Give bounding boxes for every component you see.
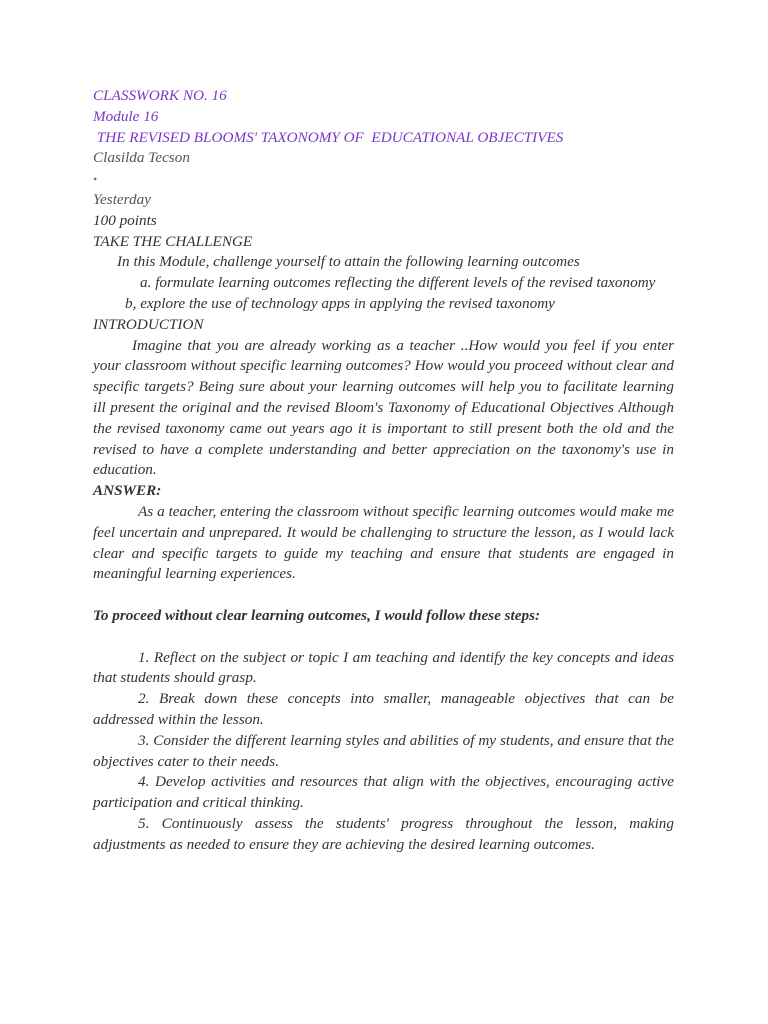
step-item: 1. Reflect on the subject or topic I am teaching and identify the key concepts and ideas that students should grasp. — [93, 648, 674, 687]
bullet-separator: • — [93, 172, 98, 187]
challenge-item-b: b, explore the use of technology apps in applying the revised taxonomy — [125, 294, 555, 312]
answer-paragraph: As a teacher, entering the classroom without specific learning outcomes would make me feel uncertain and unprepared. It would be challenging to structure the lesson, as I would lack clear and specific targets to guide my teaching and ensure that students are engaged in meaningful learning experiences. — [93, 502, 674, 583]
step-item: 5. Continuously assess the students' progress throughout the lesson, making adjustments as needed to ensure they are achieving the desired learning outcomes. — [93, 814, 674, 853]
step-item: 4. Develop activities and resources that align with the objectives, encouraging active participation and critical thinking. — [93, 773, 674, 812]
module-label: Module 16 — [93, 107, 159, 125]
introduction-heading: INTRODUCTION — [93, 315, 204, 333]
challenge-item-a: a. formulate learning outcomes reflecting the different levels of the revised taxonomy — [140, 274, 656, 292]
spacer — [93, 627, 674, 648]
post-date: Yesterday — [93, 190, 151, 208]
step-item: 2. Break down these concepts into smaller, manageable objectives that can be addressed within the lesson. — [93, 690, 674, 728]
spacer — [93, 585, 674, 606]
introduction-paragraph: Imagine that you are already working as a teacher ..How would you feel if you enter your classroom without specific learning outcomes? How would you proceed without clear and specific targets? Being sure about your learning outcomes will help you to facilitate learning ill present the original and the revised Bloom's Taxonomy of Educational Objectives Although the revised taxonomy came out years ago it is important to still present both the old and the revised to have a complete understanding and better appreciation on the taxonomy's use in education. — [93, 336, 674, 479]
classwork-label: CLASSWORK NO. 16 — [93, 87, 227, 104]
points-label: 100 points — [93, 211, 157, 229]
step-item: 3. Consider the different learning styles and abilities of my students, and ensure that the objectives cater to their needs. — [93, 731, 674, 770]
challenge-heading: TAKE THE CHALLENGE — [93, 232, 253, 250]
author-name: Clasilda Tecson — [93, 149, 190, 167]
challenge-intro: In this Module, challenge yourself to attain the following learning outcomes — [117, 253, 580, 271]
answer-heading: ANSWER: — [93, 482, 162, 500]
document-page — [93, 86, 674, 855]
document-title: THE REVISED BLOOMS' TAXONOMY OF EDUCATIONAL OBJECTIVES — [93, 128, 564, 146]
steps-heading: To proceed without clear learning outcomes, I would follow these steps: — [93, 606, 541, 624]
